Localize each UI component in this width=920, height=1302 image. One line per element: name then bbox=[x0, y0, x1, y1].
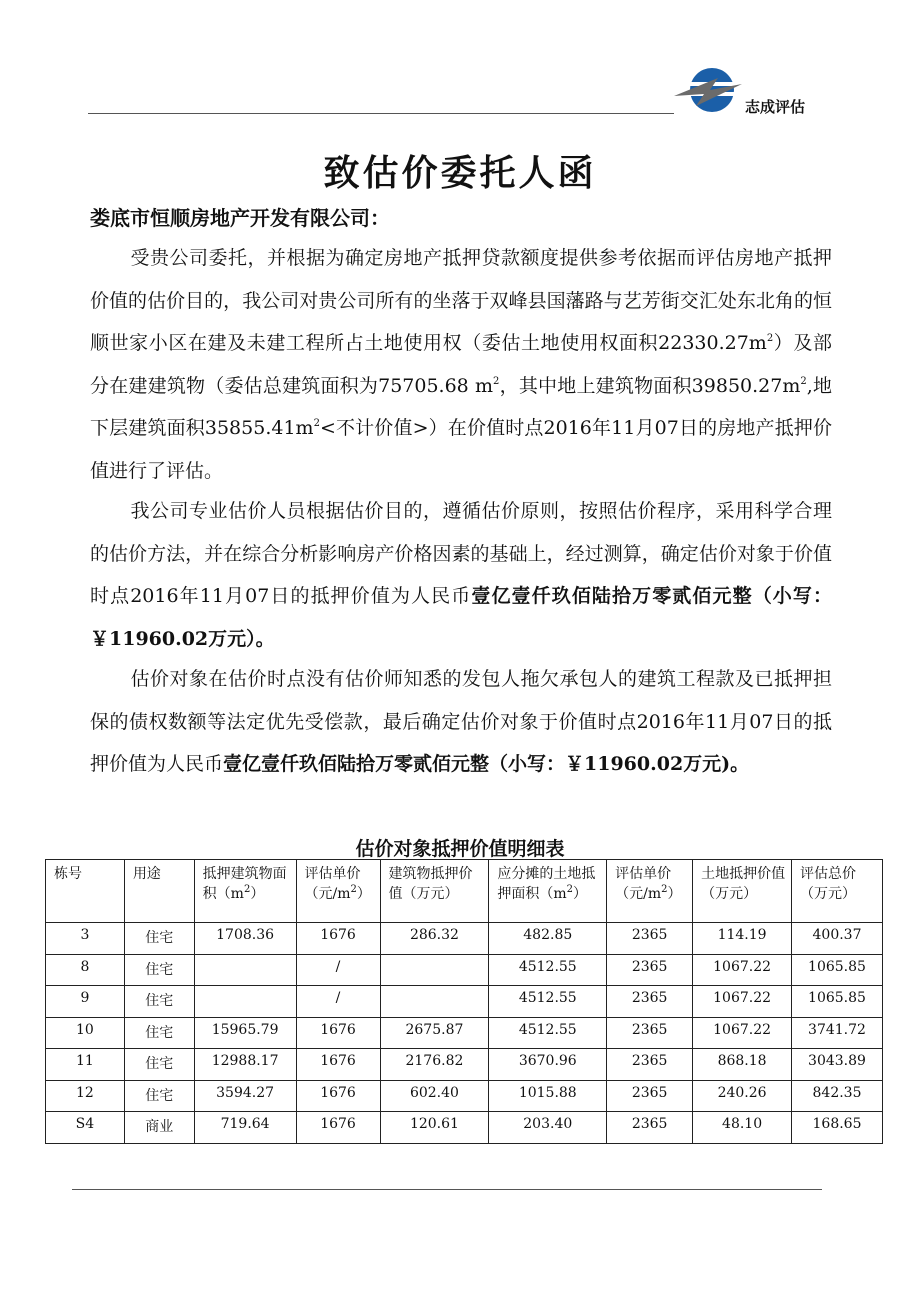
table-row bbox=[46, 1017, 883, 1049]
table-cell: 1676 bbox=[296, 1049, 380, 1081]
table-cell: 602.40 bbox=[380, 1080, 489, 1112]
table-cell: 1015.88 bbox=[489, 1080, 607, 1112]
table-cell: 3594.27 bbox=[194, 1080, 296, 1112]
table-cell: 住宅 bbox=[124, 954, 194, 986]
table-cell: 住宅 bbox=[124, 923, 194, 955]
table-cell: 868.18 bbox=[693, 1049, 792, 1081]
table-cell bbox=[194, 986, 296, 1018]
addressee: 娄底市恒顺房地产开发有限公司： bbox=[90, 206, 390, 230]
paragraph-priority-text: 估价对象在估价时点没有估价师知悉的发包人拖欠承包人的建筑工程款及已抵押担保的债权数额等法定优先受偿款，最后确定估价对象于价值时点2016年11月07日的抵押价值为人民币 bbox=[90, 668, 832, 775]
table-cell: 286.32 bbox=[380, 923, 489, 955]
table-cell: 商业 bbox=[124, 1112, 194, 1144]
table-cell: 住宅 bbox=[124, 1049, 194, 1081]
company-logo-icon bbox=[672, 62, 744, 118]
table-cell bbox=[194, 954, 296, 986]
paragraph-commission-text: 受贵公司委托，并根据为确定房地产抵押贷款额度提供参考依据而评估房地产抵押价值的估价目的，我公司对贵公司所有的坐落于双峰县国藩路与艺芳街交汇处东北角的恒顺世家小区在建及未建工程所占土地使用权（委估土地使用权面积$22330.27m^2$）及部分在建建筑物（委估总建筑面积为75705.68 $m^2$，其中地上建筑物面积$39850.27m^2$,地下层建筑面积$35855.41m^2<$不计价值>）在价值时点2016年11月07日的房地产抵押价值进行了评估。 bbox=[90, 247, 832, 482]
table-cell bbox=[380, 986, 489, 1018]
table-cell: 12 bbox=[46, 1080, 125, 1112]
table-cell: 8 bbox=[46, 954, 125, 986]
table-cell: 168.65 bbox=[792, 1112, 883, 1144]
header-cell: 栋号 bbox=[46, 860, 125, 923]
paragraph-priority-claims bbox=[90, 658, 832, 786]
table-cell: S4 bbox=[46, 1112, 125, 1144]
table-header-row bbox=[46, 860, 883, 923]
header-cell: 评估单价（元$/m^2$） bbox=[296, 860, 380, 923]
paragraph-valuation-text: 我公司专业估价人员根据估价目的，遵循估价原则，按照估价程序，采用科学合理的估价方法，并在综合分析影响房产价格因素的基础上，经过测算，确定估价对象于价值时点2016年11月07日的抵押价值为人民币 bbox=[90, 500, 832, 607]
table-cell: 1067.22 bbox=[693, 954, 792, 986]
table-cell: 3741.72 bbox=[792, 1017, 883, 1049]
final-amount: 壹亿壹仟玖佰陆拾万零贰佰元整（小写：￥11960.02万元)。 bbox=[223, 753, 750, 775]
table-cell: 1676 bbox=[296, 1080, 380, 1112]
table-cell bbox=[380, 954, 489, 986]
table-cell: 住宅 bbox=[124, 1017, 194, 1049]
table-cell: 4512.55 bbox=[489, 986, 607, 1018]
table-cell: 2365 bbox=[607, 1080, 693, 1112]
table-cell: 400.37 bbox=[792, 923, 883, 955]
table-cell: 2365 bbox=[607, 954, 693, 986]
table-cell: 2675.87 bbox=[380, 1017, 489, 1049]
header-cell: 评估单价（元$/m^2$） bbox=[607, 860, 693, 923]
table-cell: 2365 bbox=[607, 1017, 693, 1049]
table-cell: 4512.55 bbox=[489, 954, 607, 986]
table-cell: 2365 bbox=[607, 986, 693, 1018]
table-cell: 120.61 bbox=[380, 1112, 489, 1144]
table-cell: 2176.82 bbox=[380, 1049, 489, 1081]
header-cell: 用途 bbox=[124, 860, 194, 923]
table-cell: 12988.17 bbox=[194, 1049, 296, 1081]
table-row bbox=[46, 923, 883, 955]
document-title: 致估价委托人函 bbox=[323, 152, 597, 194]
table-cell: 1065.85 bbox=[792, 954, 883, 986]
footer-rule bbox=[72, 1189, 822, 1190]
table-cell: 2365 bbox=[607, 1112, 693, 1144]
table-row bbox=[46, 1049, 883, 1081]
company-name: 志成评估 bbox=[745, 98, 806, 116]
table-cell: 1676 bbox=[296, 1112, 380, 1144]
header-cell: 建筑物抵押价值（万元） bbox=[380, 860, 489, 923]
table-cell: / bbox=[296, 954, 380, 986]
table-row bbox=[46, 954, 883, 986]
table-cell: 9 bbox=[46, 986, 125, 1018]
table-cell: 2365 bbox=[607, 1049, 693, 1081]
table-cell: 719.64 bbox=[194, 1112, 296, 1144]
table-cell: 1708.36 bbox=[194, 923, 296, 955]
header-cell: 土地抵押价值（万元） bbox=[693, 860, 792, 923]
table-cell: 1067.22 bbox=[693, 986, 792, 1018]
paragraph-commission bbox=[90, 237, 832, 492]
header-rule bbox=[88, 113, 674, 114]
table-cell: 3670.96 bbox=[489, 1049, 607, 1081]
table-cell: 住宅 bbox=[124, 1080, 194, 1112]
table-cell: 842.35 bbox=[792, 1080, 883, 1112]
table-cell: 4512.55 bbox=[489, 1017, 607, 1049]
table-cell: 48.10 bbox=[693, 1112, 792, 1144]
header-cell: 评估总价（万元） bbox=[792, 860, 883, 923]
table-row bbox=[46, 1112, 883, 1144]
table-cell: / bbox=[296, 986, 380, 1018]
table-row bbox=[46, 1080, 883, 1112]
table-cell: 3043.89 bbox=[792, 1049, 883, 1081]
table-cell: 1676 bbox=[296, 1017, 380, 1049]
header-cell: 应分摊的土地抵押面积$(m^2)$ bbox=[489, 860, 607, 923]
table-cell: 1065.85 bbox=[792, 986, 883, 1018]
table-cell: 203.40 bbox=[489, 1112, 607, 1144]
table-cell: 10 bbox=[46, 1017, 125, 1049]
table-cell: 114.19 bbox=[693, 923, 792, 955]
table-cell: 3 bbox=[46, 923, 125, 955]
table-cell: 482.85 bbox=[489, 923, 607, 955]
table-title: 估价对象抵押价值明细表 bbox=[355, 838, 565, 860]
table-cell: 2365 bbox=[607, 923, 693, 955]
table-cell: 1067.22 bbox=[693, 1017, 792, 1049]
table-cell: 住宅 bbox=[124, 986, 194, 1018]
header-cell: 抵押建筑物面积$(m^2)$ bbox=[194, 860, 296, 923]
valuation-amount: 壹亿壹仟玖佰陆拾万零贰佰元整（小写：￥11960.02万元）。 bbox=[90, 585, 832, 650]
table-row bbox=[46, 986, 883, 1018]
table-cell: 11 bbox=[46, 1049, 125, 1081]
table-cell: 240.26 bbox=[693, 1080, 792, 1112]
table-cell: 1676 bbox=[296, 923, 380, 955]
valuation-detail-table bbox=[45, 859, 883, 1144]
paragraph-valuation bbox=[90, 490, 832, 660]
table-cell: 15965.79 bbox=[194, 1017, 296, 1049]
